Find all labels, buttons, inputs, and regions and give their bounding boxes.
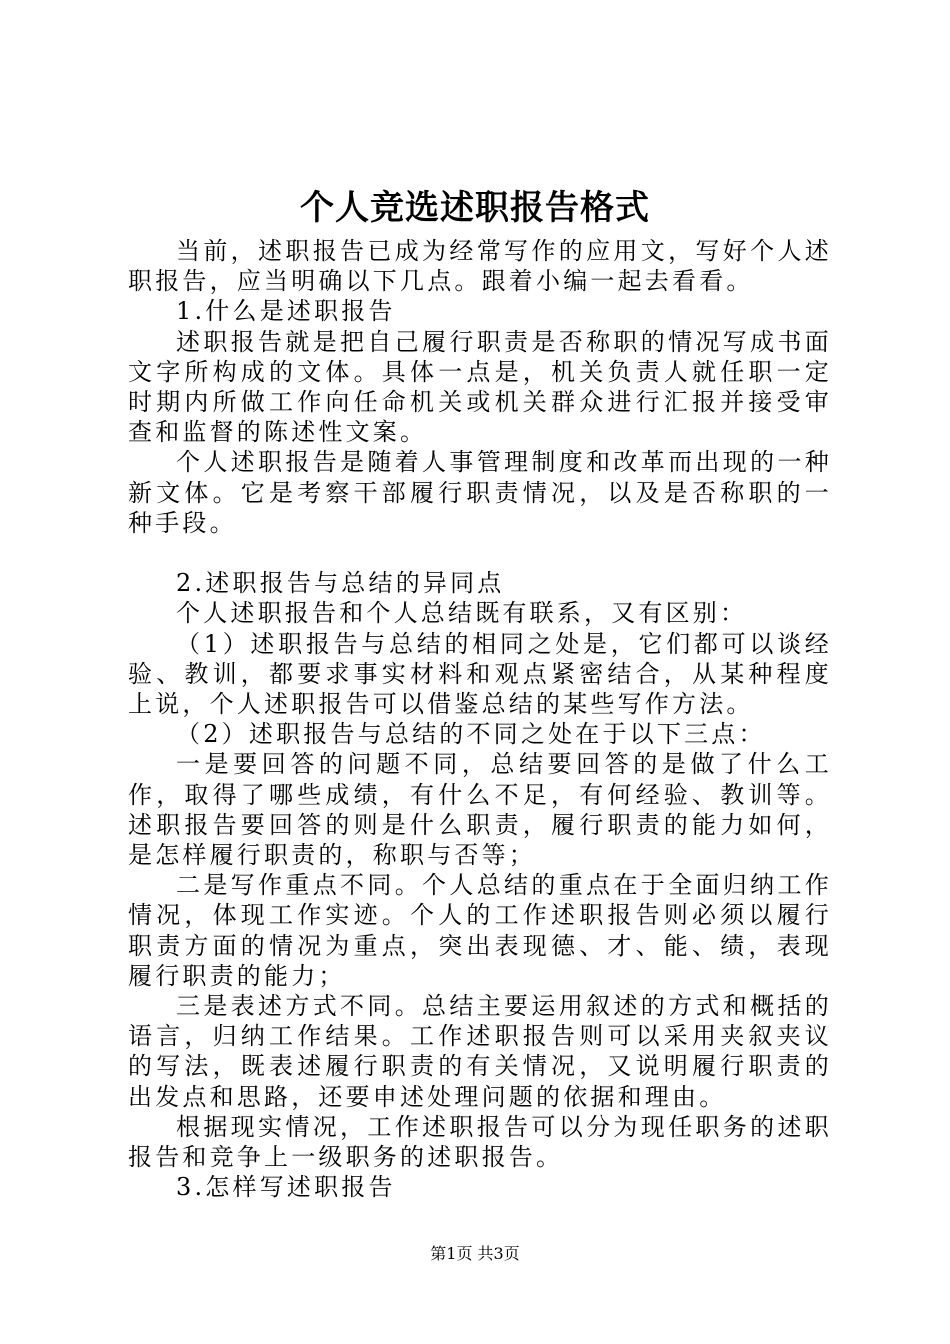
section-heading-3: 3.怎样写述职报告 bbox=[176, 1173, 396, 1202]
section-heading-2: 2.述职报告与总结的异同点 bbox=[176, 569, 505, 598]
paragraph-similarity: （1）述职报告与总结的相同之处是，它们都可以谈经验、教训，都要求事实材料和观点紧密结合，从某种程度上说，个人述职报告可以借鉴总结的某些写作方法。 bbox=[128, 629, 832, 719]
document-body bbox=[128, 236, 832, 1202]
document-title: 个人竞选述职报告格式 bbox=[300, 188, 650, 228]
paragraph-difference-1: 一是要回答的问题不同，总结要回答的是做了什么工作，取得了哪些成绩，有什么不足，有何经验、教训等。述职报告要回答的则是什么职责，履行职责的能力如何，是怎样履行职责的，称职与否等； bbox=[128, 750, 832, 870]
paragraph-definition: 述职报告就是把自己履行职责是否称职的情况写成书面文字所构成的文体。具体一点是，机关负责人就任职一定时期内所做工作向任命机关或机关群众进行汇报并接受审查和监督的陈述性文案。 bbox=[128, 327, 832, 447]
paragraph-difference-intro: （2）述职报告与总结的不同之处在于以下三点： bbox=[176, 720, 766, 749]
section-heading-1: 1.什么是述职报告 bbox=[176, 297, 396, 326]
page-footer: 第1页 共3页 bbox=[430, 1244, 520, 1263]
paragraph-classification: 根据现实情况，工作述职报告可以分为现任职务的述职报告和竞争上一级职务的述职报告。 bbox=[128, 1112, 832, 1172]
paragraph-difference-3: 三是表述方式不同。总结主要运用叙述的方式和概括的语言，归纳工作结果。工作述职报告则可以采用夹叙夹议的写法，既表述履行职责的有关情况，又说明履行职责的出发点和思路，还要申述处理问题的依据和理由。 bbox=[128, 992, 832, 1111]
paragraph-relation: 个人述职报告和个人总结既有联系，又有区别： bbox=[176, 599, 748, 628]
paragraph-difference-2: 二是写作重点不同。个人总结的重点在于全面归纳工作情况，体现工作实迹。个人的工作述职报告则必须以履行职责方面的情况为重点，突出表现德、才、能、绩，表现履行职责的能力； bbox=[128, 871, 832, 990]
blank-line bbox=[128, 538, 832, 568]
paragraph-new-genre: 个人述职报告是随着人事管理制度和改革而出现的一种新文体。它是考察干部履行职责情况，以及是否称职的一种手段。 bbox=[128, 448, 832, 537]
paragraph-intro: 当前，述职报告已成为经常写作的应用文，写好个人述职报告，应当明确以下几点。跟着小编一起去看看。 bbox=[128, 237, 832, 296]
